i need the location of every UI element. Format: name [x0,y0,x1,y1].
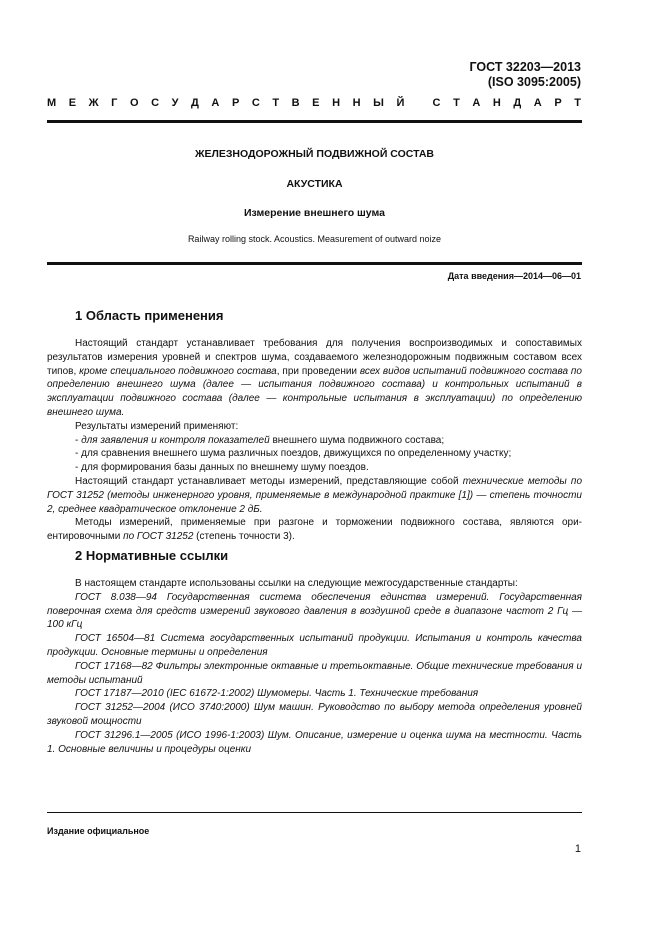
banner-letter: С [251,97,260,109]
edition-note: Издание официальное [47,826,150,836]
banner-letter: Н [492,97,501,109]
reference-text: ГОСТ 17168—82 Фильтры электронные октавные и третьоктавные. Общие технические требования и методы испытаний [47,660,582,686]
reference-item [47,632,582,660]
banner-letter: А [472,97,481,109]
title-divider [47,262,582,265]
list-item: - для формирования базы данных по внешнему шуму поездов. [75,462,369,474]
text-run: Настоящий стандарт устанавливает требования для получения воспроизводимых и сопоставимых результатов измерения уровней и спектров шума, создаваемого железнодорожным подвижным составом всех типов, [47,338,582,377]
paragraph [47,516,582,544]
banner-letter: Н [332,97,341,109]
reference-text: ГОСТ 31296.1—2005 (ИСО 1996-1:2003) Шум. Описание, измерение и оценка шума на местности. Часть 1. Основные величины и процедуры оценки [47,729,582,755]
banner-letter: М [47,97,57,109]
text-run: (степень точности 3). [193,531,295,543]
iso-number: (ISO 3095:2005) [487,75,581,89]
document-subtitle: АКУСТИКА [286,178,343,190]
text-run: внешнего шума подвижного состава; [269,434,445,446]
reference-item [47,687,582,701]
banner-letter: Т [453,97,460,109]
reference-item [47,660,582,688]
text-run-italic: по ГОСТ 31252 [123,531,194,543]
reference-text: ГОСТ 31252—2004 (ИСО 3740:2000) Шум машин. Руководство по выбору метода определения уровней звуковой мощности [47,702,582,727]
paragraph [47,475,582,516]
text-run: , при проведении [276,365,360,377]
banner-letter: Т [272,97,280,109]
banner-letter: У [171,97,179,109]
reference-text: ГОСТ 17187—2010 (IEC 61672-1:2002) Шумомеры. Часть 1. Технические требования [75,688,479,700]
page-number: 1 [574,843,581,855]
text-run: Настоящий стандарт устанавливает методы измерений, представляющие собой [75,475,463,487]
banner-gap [417,97,420,109]
banner-letter: Д [513,97,522,109]
banner-letter: Г [111,97,118,109]
text-run-italic: всех видов испытаний подвижного состава по определению внешнего шума (далее — испытания подвижного состава) и контрольных испытаний в эксплуатации подвижного состава (далее — контрольные испытания в эксплуатации) по определению внешнего шума. [47,365,582,418]
reference-item [47,729,582,757]
banner-letter: Р [554,97,562,109]
text-run-italic: для заявления и контроля показателей [81,434,270,446]
banner-letter: С [151,97,160,109]
banner-letter: Й [396,97,405,109]
banner-letter: Н [352,97,361,109]
standard-number: ГОСТ 32203—2013 [469,60,581,74]
paragraph: Результаты измерений применяют: [75,420,239,432]
banner-letter: Е [68,97,77,109]
section1-body [47,337,582,544]
reference-text: ГОСТ 8.038—94 Государственная система обеспечения единства измерений. Государственная поверочная схема для средств измерений звукового давления в воздушной среде в диапазоне частот 2 Гц — 100 кГц [47,591,582,631]
document-subsubtitle: Измерение внешнего шума [244,207,385,219]
banner-letter: А [533,97,542,109]
text-run-italic: технические методы по ГОСТ 31252 (методы инженерного уровня, применяемые в международной практике [1]) — степень точности 2, среднее квадратическое отклонение 2 дБ. [47,475,583,515]
reference-item [47,701,582,729]
text-run: Методы измерений, применяемые при разгоне и торможении подвижного состава, являются ориентировочными [47,517,582,543]
banner-letter: А [211,97,220,109]
paragraph [47,337,582,420]
standard-number-block [469,60,581,90]
banner-letter: Ж [88,97,99,109]
reference-item [47,591,582,632]
banner-letter: Д [191,97,199,109]
list-item [47,434,582,448]
document-title: ЖЕЛЕЗНОДОРОЖНЫЙ ПОДВИЖНОЙ СОСТАВ [194,148,435,160]
section1-heading: 1 Область применения [75,308,224,323]
banner-letter: В [291,97,300,109]
banner-letter: О [129,97,139,109]
english-title: Railway rolling stock. Acoustics. Measurement of outward noize [187,234,442,244]
banner-letter: Т [574,97,581,109]
paragraph: В настоящем стандарте использованы ссылки на следующие межгосударственные стандарты: [75,578,518,589]
banner-letter: Е [312,97,320,109]
list-item: - для сравнения внешнего шума различных поездов, движущихся по определенному участку; [75,448,512,460]
banner-letter: Ы [373,97,384,109]
intro-date: Дата введения—2014—06—01 [447,271,581,281]
reference-text: ГОСТ 16504—81 Система государственных испытаний продукции. Испытания и контроль качества продукции. Основные термины и определения [47,633,582,658]
section2-heading: 2 Нормативные ссылки [75,548,229,563]
banner-letter: С [432,97,441,109]
banner-letter: Р [231,97,240,109]
footer-divider [47,812,582,813]
section2-body [47,577,582,756]
text-run: - [75,434,82,446]
interstate-standard-banner [47,97,581,109]
top-divider [47,120,582,123]
text-run-italic: кроме специального подвижного состава [79,365,277,377]
